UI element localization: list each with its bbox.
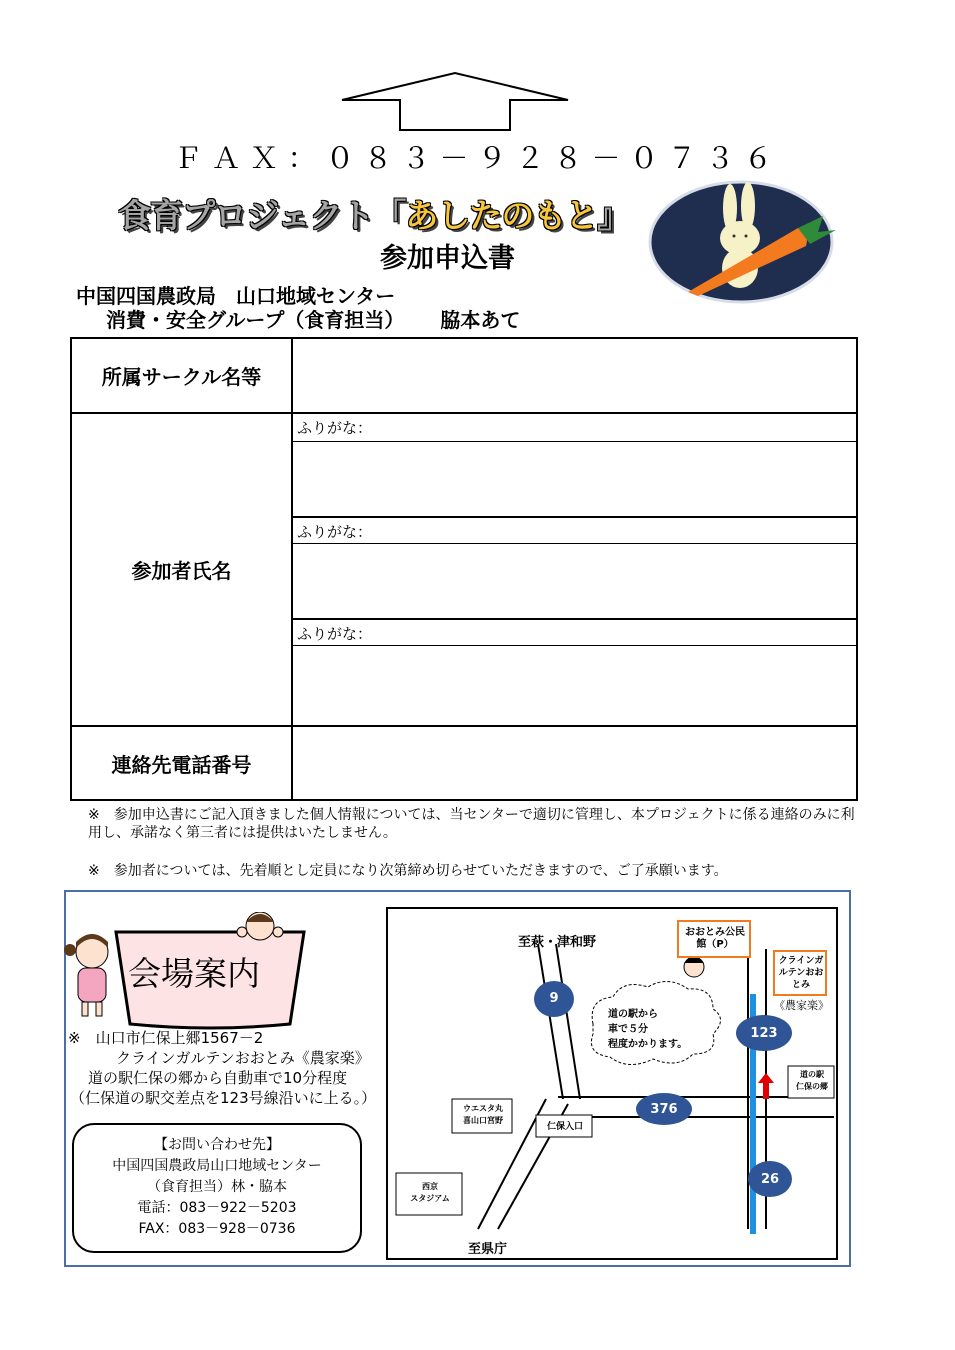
fax-number: ＦＡＸ：０８３－９２８－０７３６	[173, 141, 782, 175]
venue-line2: クラインガルテンおおとみ《農家楽》	[116, 1049, 370, 1067]
map-cloud-line1: 道の駅から	[608, 1009, 658, 1020]
venue-line3: 道の駅仁保の郷から自動車で10分程度	[88, 1069, 348, 1087]
contact-staff: （食育担当）林・脇本	[147, 1179, 287, 1195]
map-drawing	[388, 909, 836, 1258]
application-form	[70, 337, 858, 801]
recipient-group	[106, 304, 520, 333]
participant-name-cell	[292, 413, 857, 726]
map-route-9: 9	[549, 991, 559, 1006]
map-wesuta-line1: ウエスタ丸	[463, 1104, 503, 1113]
circle-name-field[interactable]	[292, 338, 857, 413]
title-part2: あしたのもと	[405, 196, 598, 235]
map-wesuta-line2: 喜山口宮野	[463, 1116, 503, 1125]
map-michinoeki-line2: 仁保の郷	[796, 1082, 828, 1091]
venue-line1: ※ 山口市仁保上郷1567－2	[68, 1029, 264, 1047]
privacy-note: ※ 参加申込書にご記入頂きました個人情報については、当センターで適切に管理し、本プロジェクトに係る連絡のみに利用し、承諾なく第三者には提供はいたしません。	[88, 807, 855, 841]
form-subtitle: 参加申込書	[380, 243, 515, 274]
map-route-123: 123	[750, 1026, 778, 1041]
map-route-26: 26	[760, 1172, 780, 1187]
phone-field[interactable]	[292, 726, 857, 800]
map-niho-iriguchi: 仁保入口	[546, 1122, 583, 1132]
venue-address	[68, 1028, 388, 1108]
circle-name-label: 所属サークル名等	[71, 338, 292, 413]
participant-name-field-3[interactable]	[293, 646, 856, 720]
up-arrow-icon	[340, 70, 570, 132]
map-michinoeki	[790, 1069, 834, 1093]
recipient-name: 脇本あて	[440, 308, 521, 332]
map-klein-garten: クラインガルテンおおとみ	[778, 956, 824, 990]
title-part3: 』	[597, 196, 630, 235]
participant-name-field-2[interactable]	[293, 544, 856, 618]
map-to-hagi: 至萩・津和野	[518, 935, 597, 950]
recipient-office: 中国四国農政局 山口地域センター	[76, 284, 396, 308]
contact-org: 中国四国農政局山口地域センター	[112, 1158, 322, 1174]
contact-fax: FAX：083－928－0736	[138, 1221, 296, 1237]
map-cloud-note	[608, 1007, 687, 1052]
map-saikyo-line2: スタジアム	[410, 1194, 450, 1203]
map-route-376: 376	[650, 1102, 678, 1117]
map-community-hall: おおとみ公民館（P）	[685, 927, 745, 950]
furigana-field-2[interactable]: ふりがな：	[293, 516, 856, 544]
furigana-field-3[interactable]: ふりがな：	[293, 618, 856, 646]
venue-line4: （仁保道の駅交差点を123号線沿いに上る。）	[70, 1089, 377, 1107]
map-cloud-line2: 車で５分	[608, 1024, 648, 1035]
map-wesuta	[454, 1103, 512, 1127]
project-title	[118, 190, 629, 237]
access-map	[386, 907, 838, 1260]
phone-label: 連絡先電話番号	[71, 726, 292, 800]
capacity-note: ※ 参加者については、先着順とし定員になり次第締め切らせていただきますので、ご了承願います。	[88, 863, 728, 879]
contact-heading: 【お問い合わせ先】	[154, 1137, 280, 1153]
map-saikyo-line1: 西京	[422, 1182, 438, 1191]
rabbit-carrot-icon	[648, 176, 843, 304]
map-michinoeki-line1: 道の駅	[800, 1070, 824, 1079]
furigana-field-1[interactable]: ふりがな：	[293, 414, 856, 442]
title-part1: 食育プロジェクト「	[118, 196, 406, 235]
venue-plate-title: 会場案内	[128, 954, 260, 993]
map-cloud-line3: 程度かかります。	[608, 1039, 688, 1050]
contact-tel: 電話：083－922－5203	[137, 1200, 297, 1216]
recipient-group-name: 消費・安全グループ（食育担当）	[106, 308, 405, 332]
contact-box	[72, 1123, 362, 1253]
map-saikyo-stadium	[398, 1181, 462, 1205]
participant-name-label: 参加者氏名	[71, 413, 292, 726]
map-nokaraku: 《農家楽》	[774, 999, 829, 1012]
participant-name-field-1[interactable]	[293, 442, 856, 516]
map-to-prefecture: 至県庁	[468, 1242, 508, 1257]
